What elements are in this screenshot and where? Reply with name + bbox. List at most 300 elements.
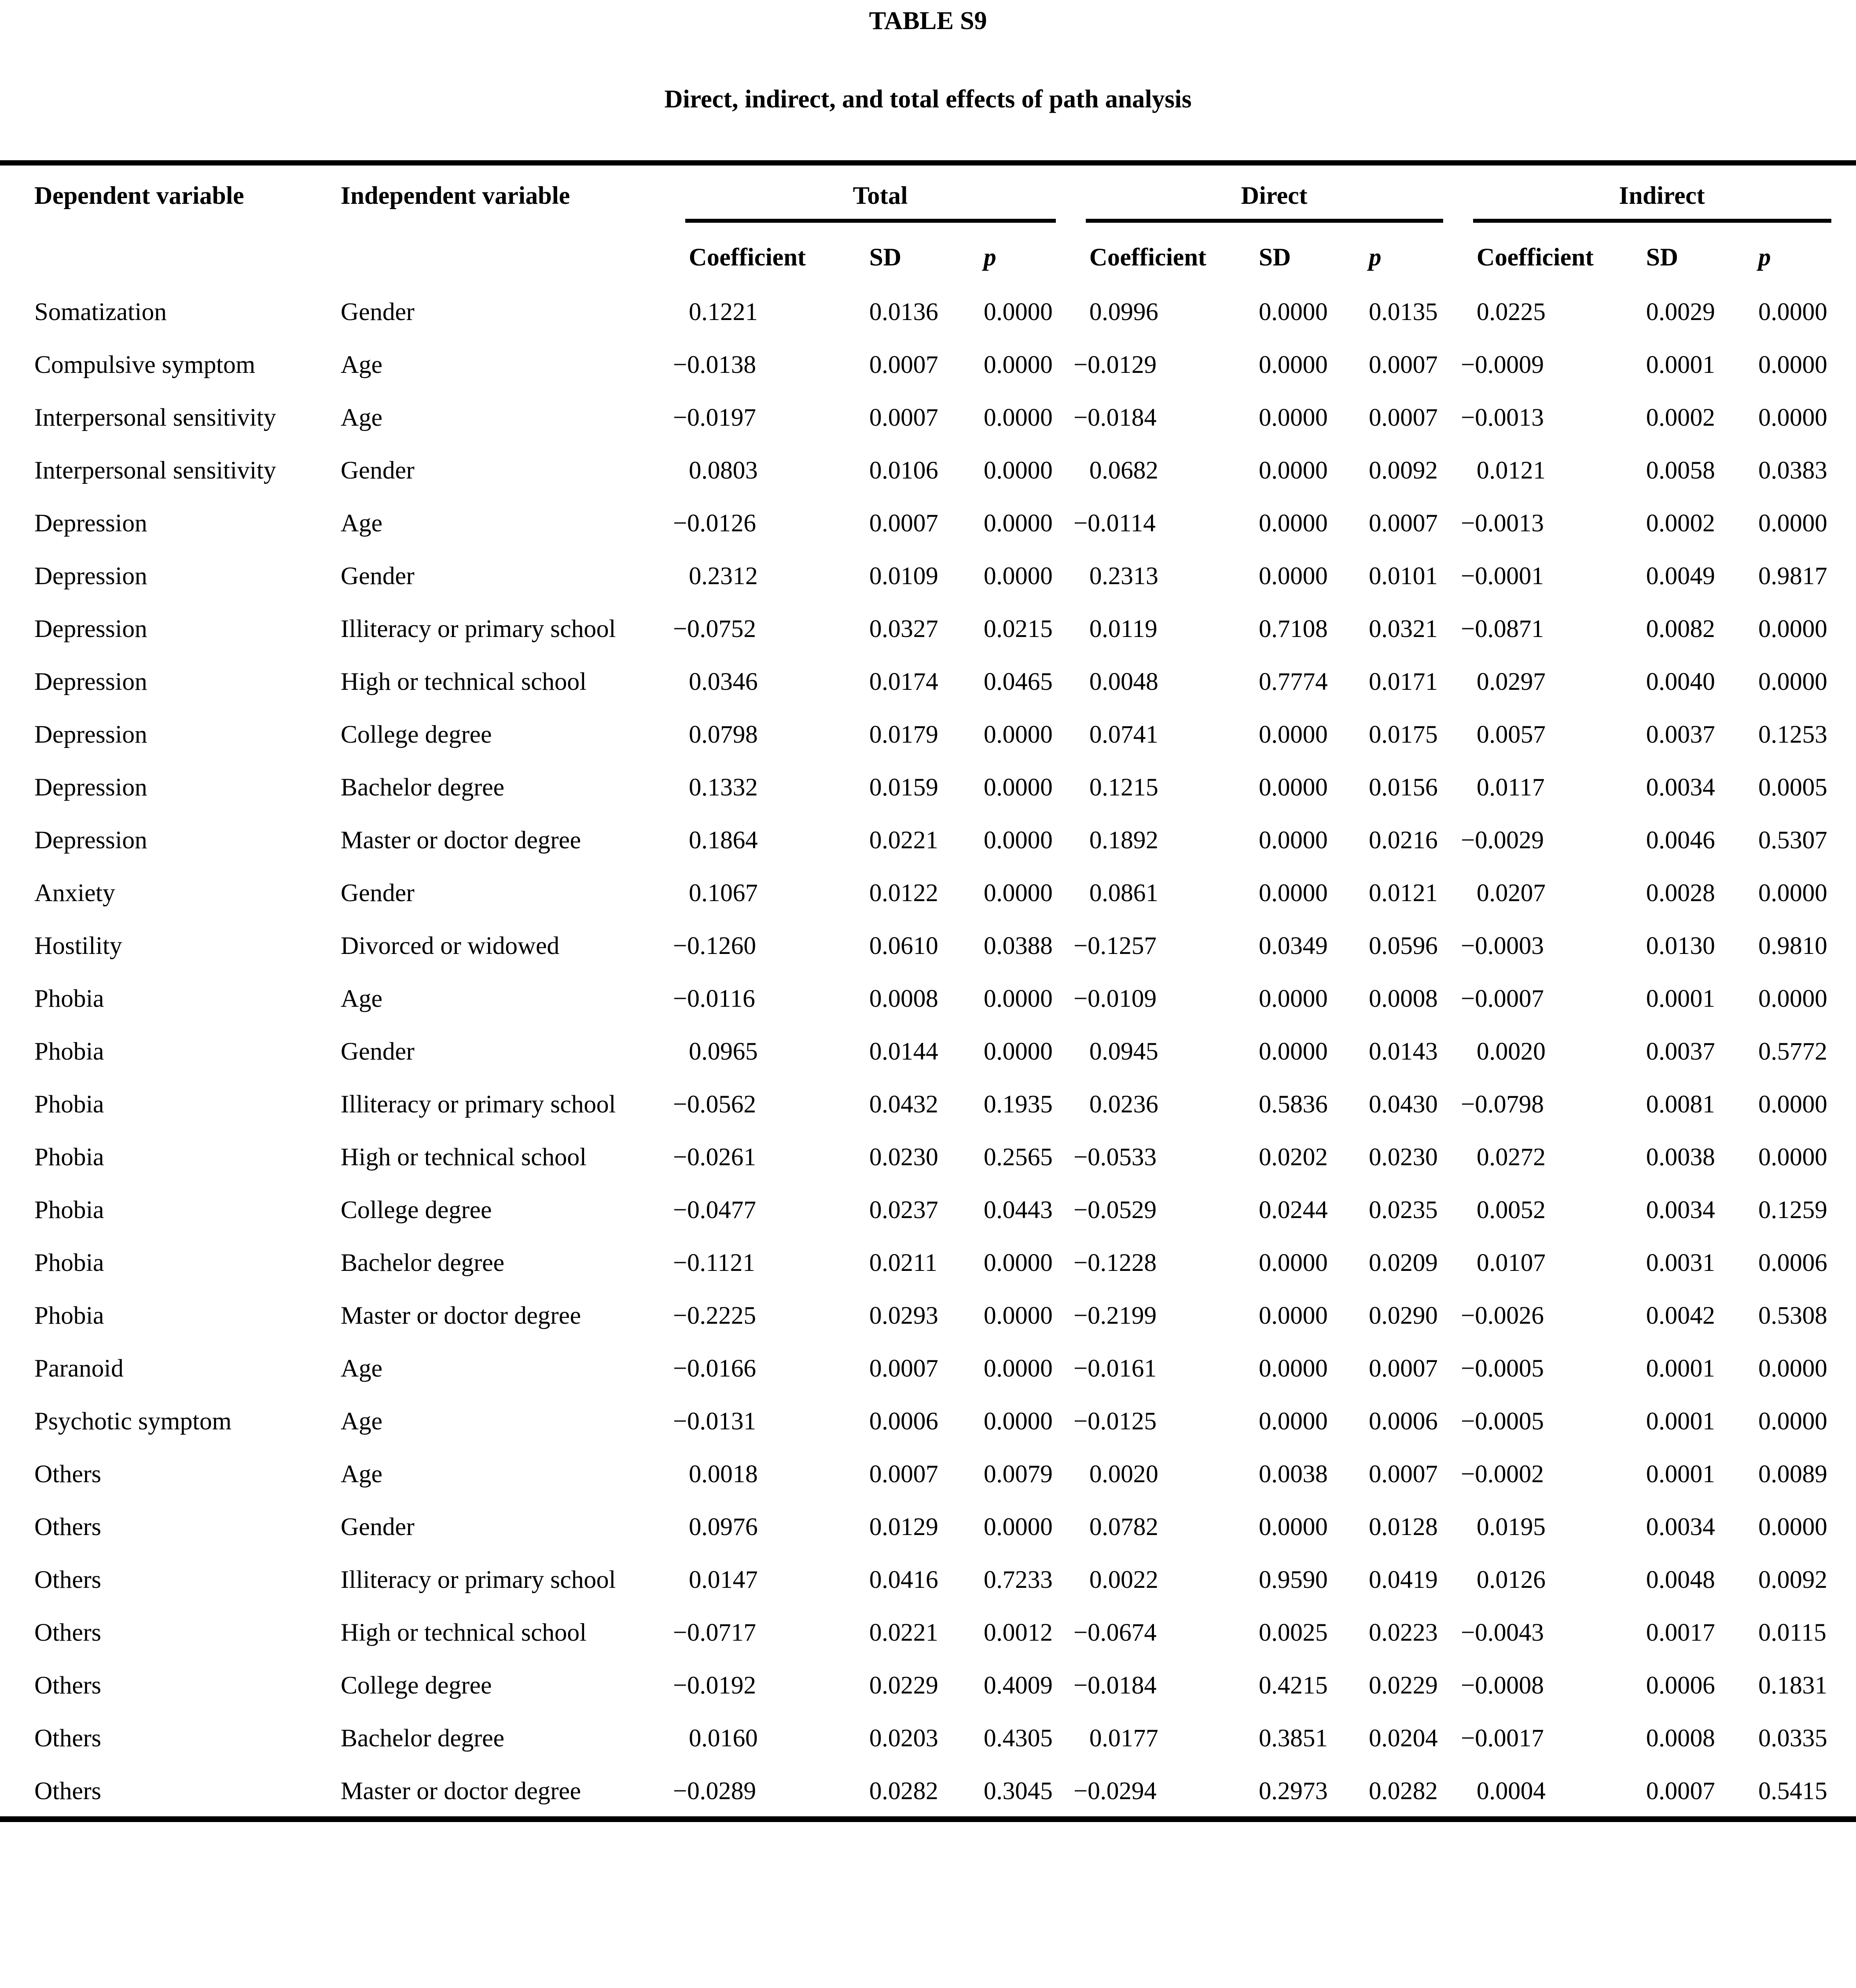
total-sd-cell: 0.0327	[869, 615, 938, 643]
total-coefficient-cell: 0.0976	[689, 1513, 758, 1541]
direct-p-cell: 0.0135	[1369, 298, 1438, 326]
total-p-cell: 0.0000	[984, 1355, 1053, 1382]
dependent-variable-cell: Others	[34, 1619, 101, 1646]
direct-sd-cell: 0.0244	[1259, 1196, 1328, 1224]
subheader-direct-p: p	[1369, 243, 1382, 271]
table-row	[0, 865, 1856, 918]
total-p-cell: 0.0388	[984, 932, 1053, 960]
indirect-sd-cell: 0.0130	[1646, 932, 1715, 960]
subheader-total-p: p	[984, 243, 996, 271]
table-row	[0, 918, 1856, 971]
indirect-p-cell: 0.0000	[1758, 509, 1827, 537]
col-header-dependent-variable: Dependent variable	[34, 182, 244, 210]
independent-variable-cell: High or technical school	[341, 1143, 587, 1171]
dependent-variable-cell: Anxiety	[34, 879, 115, 907]
direct-sd-cell: 0.0000	[1259, 457, 1328, 484]
total-sd-cell: 0.0122	[869, 879, 938, 907]
indirect-coefficient-cell: −0.0013	[1461, 404, 1544, 431]
direct-coefficient-cell: 0.2313	[1089, 562, 1158, 590]
total-coefficient-cell: −0.2225	[673, 1302, 756, 1329]
total-sd-cell: 0.0007	[869, 351, 938, 379]
direct-sd-cell: 0.0000	[1259, 1302, 1328, 1329]
direct-coefficient-cell: 0.0177	[1089, 1724, 1158, 1752]
total-p-cell: 0.0000	[984, 562, 1053, 590]
total-coefficient-cell: −0.0126	[673, 509, 756, 537]
indirect-coefficient-cell: −0.0002	[1461, 1460, 1544, 1488]
indirect-sd-cell: 0.0034	[1646, 1513, 1715, 1541]
independent-variable-cell: College degree	[341, 1196, 492, 1224]
table-row	[0, 1130, 1856, 1182]
indirect-p-cell: 0.0000	[1758, 879, 1827, 907]
subheader-total-sd: SD	[869, 243, 901, 271]
direct-sd-cell: 0.0038	[1259, 1460, 1328, 1488]
dependent-variable-cell: Depression	[34, 721, 147, 748]
total-coefficient-cell: −0.1121	[673, 1249, 755, 1277]
indirect-coefficient-cell: 0.0126	[1477, 1566, 1546, 1594]
dependent-variable-cell: Others	[34, 1513, 101, 1541]
direct-sd-cell: 0.0000	[1259, 509, 1328, 537]
table-row	[0, 1552, 1856, 1605]
direct-coefficient-cell: 0.0741	[1089, 721, 1158, 748]
direct-coefficient-cell: −0.0674	[1073, 1619, 1157, 1646]
direct-p-cell: 0.0223	[1369, 1619, 1438, 1646]
total-coefficient-cell: 0.0147	[689, 1566, 758, 1594]
direct-sd-cell: 0.0000	[1259, 1513, 1328, 1541]
header-row-groups	[0, 163, 1856, 223]
indirect-coefficient-cell: 0.0020	[1477, 1038, 1546, 1065]
independent-variable-cell: College degree	[341, 1671, 492, 1699]
total-sd-cell: 0.0006	[869, 1407, 938, 1435]
direct-p-cell: 0.0007	[1369, 404, 1438, 431]
table-row	[0, 1235, 1856, 1288]
indirect-sd-cell: 0.0046	[1646, 826, 1715, 854]
indirect-sd-cell: 0.0034	[1646, 1196, 1715, 1224]
direct-coefficient-cell: −0.0529	[1073, 1196, 1157, 1224]
direct-p-cell: 0.0209	[1369, 1249, 1438, 1277]
direct-sd-cell: 0.0000	[1259, 1407, 1328, 1435]
indirect-sd-cell: 0.0031	[1646, 1249, 1715, 1277]
indirect-p-cell: 0.0000	[1758, 1355, 1827, 1382]
dependent-variable-cell: Depression	[34, 615, 147, 643]
total-coefficient-cell: −0.0197	[673, 404, 756, 431]
total-sd-cell: 0.0282	[869, 1777, 938, 1805]
indirect-coefficient-cell: −0.0009	[1461, 351, 1544, 379]
direct-p-cell: 0.0175	[1369, 721, 1438, 748]
table-row	[0, 1763, 1856, 1819]
indirect-coefficient-cell: 0.0272	[1477, 1143, 1546, 1171]
direct-sd-cell: 0.0000	[1259, 721, 1328, 748]
total-sd-cell: 0.0109	[869, 562, 938, 590]
dependent-variable-cell: Somatization	[34, 298, 167, 326]
table-row	[0, 760, 1856, 813]
direct-sd-cell: 0.5836	[1259, 1090, 1328, 1118]
indirect-p-cell: 0.0000	[1758, 1090, 1827, 1118]
dependent-variable-cell: Depression	[34, 509, 147, 537]
direct-p-cell: 0.0128	[1369, 1513, 1438, 1541]
total-coefficient-cell: −0.0562	[673, 1090, 756, 1118]
independent-variable-cell: Gender	[341, 1038, 415, 1065]
indirect-p-cell: 0.0089	[1758, 1460, 1827, 1488]
direct-sd-cell: 0.0000	[1259, 879, 1328, 907]
total-sd-cell: 0.0179	[869, 721, 938, 748]
indirect-sd-cell: 0.0002	[1646, 509, 1715, 537]
direct-sd-cell: 0.0000	[1259, 1038, 1328, 1065]
table-row	[0, 1288, 1856, 1341]
direct-p-cell: 0.0216	[1369, 826, 1438, 854]
dependent-variable-cell: Depression	[34, 668, 147, 696]
direct-sd-cell: 0.0000	[1259, 826, 1328, 854]
dependent-variable-cell: Others	[34, 1460, 101, 1488]
dependent-variable-cell: Depression	[34, 562, 147, 590]
total-coefficient-cell: 0.0160	[689, 1724, 758, 1752]
total-sd-cell: 0.0221	[869, 1619, 938, 1646]
table-row	[0, 707, 1856, 760]
direct-coefficient-cell: 0.0022	[1089, 1566, 1158, 1594]
total-p-cell: 0.0000	[984, 879, 1053, 907]
total-p-cell: 0.0079	[984, 1460, 1053, 1488]
direct-sd-cell: 0.0000	[1259, 1249, 1328, 1277]
total-p-cell: 0.2565	[984, 1143, 1053, 1171]
indirect-p-cell: 0.1831	[1758, 1671, 1827, 1699]
independent-variable-cell: Illiteracy or primary school	[341, 1566, 616, 1594]
indirect-sd-cell: 0.0058	[1646, 457, 1715, 484]
dependent-variable-cell: Hostility	[34, 932, 122, 960]
indirect-coefficient-cell: 0.0225	[1477, 298, 1546, 326]
dependent-variable-cell: Depression	[34, 773, 147, 801]
total-p-cell: 0.0000	[984, 773, 1053, 801]
total-sd-cell: 0.0008	[869, 985, 938, 1012]
direct-p-cell: 0.0282	[1369, 1777, 1438, 1805]
independent-variable-cell: Age	[341, 1355, 382, 1382]
indirect-p-cell: 0.0000	[1758, 298, 1827, 326]
direct-p-cell: 0.0092	[1369, 457, 1438, 484]
independent-variable-cell: Age	[341, 1460, 382, 1488]
independent-variable-cell: College degree	[341, 721, 492, 748]
dependent-variable-cell: Phobia	[34, 985, 104, 1012]
direct-p-cell: 0.0171	[1369, 668, 1438, 696]
indirect-coefficient-cell: 0.0117	[1477, 773, 1545, 801]
total-p-cell: 0.0000	[984, 1513, 1053, 1541]
direct-coefficient-cell: −0.0114	[1073, 509, 1156, 537]
indirect-sd-cell: 0.0001	[1646, 1460, 1715, 1488]
table-body	[0, 284, 1856, 1819]
direct-sd-cell: 0.0349	[1259, 932, 1328, 960]
total-sd-cell: 0.0129	[869, 1513, 938, 1541]
total-sd-cell: 0.0230	[869, 1143, 938, 1171]
independent-variable-cell: Age	[341, 404, 382, 431]
indirect-sd-cell: 0.0042	[1646, 1302, 1715, 1329]
independent-variable-cell: Master or doctor degree	[341, 826, 581, 854]
total-p-cell: 0.0000	[984, 457, 1053, 484]
direct-coefficient-cell: 0.0782	[1089, 1513, 1158, 1541]
table-row	[0, 813, 1856, 865]
independent-variable-cell: Illiteracy or primary school	[341, 1090, 616, 1118]
total-p-cell: 0.4305	[984, 1724, 1053, 1752]
direct-sd-cell: 0.0025	[1259, 1619, 1328, 1646]
indirect-coefficient-cell: −0.0007	[1461, 985, 1544, 1012]
total-sd-cell: 0.0237	[869, 1196, 938, 1224]
dependent-variable-cell: Phobia	[34, 1143, 104, 1171]
subheader-total-coefficient: Coefficient	[689, 243, 806, 271]
indirect-p-cell: 0.0000	[1758, 1143, 1827, 1171]
direct-p-cell: 0.0204	[1369, 1724, 1438, 1752]
table-row	[0, 1394, 1856, 1447]
independent-variable-cell: Divorced or widowed	[341, 932, 560, 960]
direct-coefficient-cell: −0.0125	[1073, 1407, 1157, 1435]
total-coefficient-cell: 0.1221	[689, 298, 758, 326]
direct-sd-cell: 0.0000	[1259, 351, 1328, 379]
dependent-variable-cell: Paranoid	[34, 1355, 124, 1382]
indirect-coefficient-cell: −0.0871	[1461, 615, 1544, 643]
table-row	[0, 1499, 1856, 1552]
total-coefficient-cell: −0.0752	[673, 615, 756, 643]
indirect-sd-cell: 0.0081	[1646, 1090, 1715, 1118]
indirect-sd-cell: 0.0037	[1646, 1038, 1715, 1065]
table-row	[0, 496, 1856, 549]
total-p-cell: 0.1935	[984, 1090, 1053, 1118]
group-header-indirect: Indirect	[1468, 163, 1856, 223]
indirect-p-cell: 0.0000	[1758, 351, 1827, 379]
total-sd-cell: 0.0007	[869, 1460, 938, 1488]
indirect-coefficient-cell: 0.0004	[1477, 1777, 1546, 1805]
total-sd-cell: 0.0007	[869, 1355, 938, 1382]
table-row	[0, 971, 1856, 1024]
indirect-p-cell: 0.0000	[1758, 1513, 1827, 1541]
indirect-coefficient-cell: 0.0297	[1477, 668, 1546, 696]
table-row	[0, 390, 1856, 443]
table-row	[0, 1182, 1856, 1235]
direct-coefficient-cell: 0.0682	[1089, 457, 1158, 484]
direct-sd-cell: 0.3851	[1259, 1724, 1328, 1752]
direct-p-cell: 0.0235	[1369, 1196, 1438, 1224]
table-row	[0, 1341, 1856, 1394]
dependent-variable-cell: Others	[34, 1566, 101, 1594]
subheader-direct-coefficient: Coefficient	[1089, 243, 1206, 271]
total-sd-cell: 0.0106	[869, 457, 938, 484]
dependent-variable-cell: Phobia	[34, 1249, 104, 1277]
total-sd-cell: 0.0159	[869, 773, 938, 801]
direct-coefficient-cell: 0.1892	[1089, 826, 1158, 854]
independent-variable-cell: Age	[341, 351, 382, 379]
total-coefficient-cell: −0.0261	[673, 1143, 756, 1171]
total-sd-cell: 0.0432	[869, 1090, 938, 1118]
total-p-cell: 0.7233	[984, 1566, 1053, 1594]
subheader-indirect-p: p	[1758, 243, 1771, 271]
table-row	[0, 1077, 1856, 1130]
independent-variable-cell: Gender	[341, 562, 415, 590]
indirect-sd-cell: 0.0037	[1646, 721, 1715, 748]
total-coefficient-cell: 0.0803	[689, 457, 758, 484]
direct-sd-cell: 0.0000	[1259, 985, 1328, 1012]
indirect-coefficient-cell: −0.0003	[1461, 932, 1544, 960]
group-header-direct: Direct	[1081, 163, 1468, 223]
table-row	[0, 1024, 1856, 1077]
total-p-cell: 0.0000	[984, 985, 1053, 1012]
indirect-coefficient-cell: −0.0005	[1461, 1355, 1544, 1382]
indirect-p-cell: 0.0000	[1758, 404, 1827, 431]
dependent-variable-cell: Interpersonal sensitivity	[34, 457, 276, 484]
dependent-variable-cell: Others	[34, 1724, 101, 1752]
indirect-sd-cell: 0.0028	[1646, 879, 1715, 907]
direct-sd-cell: 0.0000	[1259, 404, 1328, 431]
direct-p-cell: 0.0121	[1369, 879, 1438, 907]
dependent-variable-cell: Compulsive symptom	[34, 351, 255, 379]
table-row	[0, 443, 1856, 496]
indirect-coefficient-cell: −0.0026	[1461, 1302, 1544, 1329]
direct-p-cell: 0.0156	[1369, 773, 1438, 801]
total-coefficient-cell: 0.1332	[689, 773, 758, 801]
total-sd-cell: 0.0416	[869, 1566, 938, 1594]
total-p-cell: 0.0000	[984, 826, 1053, 854]
direct-sd-cell: 0.0000	[1259, 298, 1328, 326]
total-coefficient-cell: −0.0166	[673, 1355, 756, 1382]
indirect-p-cell: 0.0000	[1758, 985, 1827, 1012]
indirect-coefficient-cell: −0.0005	[1461, 1407, 1544, 1435]
total-sd-cell: 0.0203	[869, 1724, 938, 1752]
indirect-sd-cell: 0.0006	[1646, 1671, 1715, 1699]
direct-coefficient-cell: −0.0533	[1073, 1143, 1157, 1171]
indirect-coefficient-cell: 0.0207	[1477, 879, 1546, 907]
indirect-sd-cell: 0.0008	[1646, 1724, 1715, 1752]
dependent-variable-cell: Psychotic symptom	[34, 1407, 232, 1435]
dependent-variable-cell: Phobia	[34, 1196, 104, 1224]
indirect-p-cell: 0.9817	[1758, 562, 1827, 590]
indirect-sd-cell: 0.0040	[1646, 668, 1715, 696]
indirect-coefficient-cell: −0.0008	[1461, 1671, 1544, 1699]
independent-variable-cell: Illiteracy or primary school	[341, 615, 616, 643]
indirect-p-cell: 0.5772	[1758, 1038, 1827, 1065]
direct-coefficient-cell: −0.0184	[1073, 404, 1157, 431]
total-coefficient-cell: 0.0965	[689, 1038, 758, 1065]
total-p-cell: 0.0000	[984, 1407, 1053, 1435]
indirect-coefficient-cell: 0.0195	[1477, 1513, 1546, 1541]
total-coefficient-cell: 0.0346	[689, 668, 758, 696]
direct-p-cell: 0.0290	[1369, 1302, 1438, 1329]
indirect-sd-cell: 0.0029	[1646, 298, 1715, 326]
table-row	[0, 601, 1856, 654]
indirect-p-cell: 0.0115	[1758, 1619, 1827, 1646]
dependent-variable-cell: Others	[34, 1671, 101, 1699]
table-row	[0, 1605, 1856, 1658]
total-sd-cell: 0.0174	[869, 668, 938, 696]
total-p-cell: 0.4009	[984, 1671, 1053, 1699]
independent-variable-cell: Bachelor degree	[341, 1724, 504, 1752]
total-sd-cell: 0.0136	[869, 298, 938, 326]
indirect-p-cell: 0.0383	[1758, 457, 1827, 484]
total-sd-cell: 0.0610	[869, 932, 938, 960]
direct-p-cell: 0.0006	[1369, 1407, 1438, 1435]
indirect-coefficient-cell: −0.0798	[1461, 1090, 1544, 1118]
direct-p-cell: 0.0321	[1369, 615, 1438, 643]
direct-sd-cell: 0.0000	[1259, 562, 1328, 590]
indirect-p-cell: 0.5308	[1758, 1302, 1827, 1329]
total-p-cell: 0.0000	[984, 1038, 1053, 1065]
indirect-coefficient-cell: −0.0017	[1461, 1724, 1544, 1752]
total-p-cell: 0.0465	[984, 668, 1053, 696]
direct-p-cell: 0.0007	[1369, 1460, 1438, 1488]
total-sd-cell: 0.0007	[869, 509, 938, 537]
total-coefficient-cell: −0.0131	[673, 1407, 756, 1435]
indirect-coefficient-cell: 0.0121	[1477, 457, 1546, 484]
table-row	[0, 549, 1856, 601]
direct-p-cell: 0.0143	[1369, 1038, 1438, 1065]
total-coefficient-cell: −0.1260	[673, 932, 756, 960]
direct-coefficient-cell: −0.0161	[1073, 1355, 1157, 1382]
direct-sd-cell: 0.4215	[1259, 1671, 1328, 1699]
direct-sd-cell: 0.7108	[1259, 615, 1328, 643]
dependent-variable-cell: Phobia	[34, 1302, 104, 1329]
indirect-sd-cell: 0.0001	[1646, 351, 1715, 379]
direct-coefficient-cell: −0.1257	[1073, 932, 1157, 960]
indirect-coefficient-cell: 0.0107	[1477, 1249, 1546, 1277]
total-sd-cell: 0.0007	[869, 404, 938, 431]
total-sd-cell: 0.0221	[869, 826, 938, 854]
independent-variable-cell: Master or doctor degree	[341, 1302, 581, 1329]
total-coefficient-cell: 0.1864	[689, 826, 758, 854]
col-header-independent-variable: Independent variable	[341, 182, 570, 210]
indirect-p-cell: 0.5307	[1758, 826, 1827, 854]
indirect-p-cell: 0.0335	[1758, 1724, 1827, 1752]
table-row	[0, 284, 1856, 337]
direct-coefficient-cell: −0.0129	[1073, 351, 1157, 379]
direct-sd-cell: 0.0202	[1259, 1143, 1328, 1171]
direct-p-cell: 0.0230	[1369, 1143, 1438, 1171]
effects-table	[0, 160, 1856, 1822]
direct-coefficient-cell: −0.0109	[1073, 985, 1157, 1012]
indirect-sd-cell: 0.0001	[1646, 1355, 1715, 1382]
independent-variable-cell: Gender	[341, 457, 415, 484]
independent-variable-cell: High or technical school	[341, 1619, 587, 1646]
total-p-cell: 0.0000	[984, 351, 1053, 379]
total-coefficient-cell: 0.1067	[689, 879, 758, 907]
direct-p-cell: 0.0007	[1369, 1355, 1438, 1382]
indirect-sd-cell: 0.0007	[1646, 1777, 1715, 1805]
total-coefficient-cell: −0.0477	[673, 1196, 756, 1224]
indirect-sd-cell: 0.0001	[1646, 985, 1715, 1012]
independent-variable-cell: Bachelor degree	[341, 1249, 504, 1277]
direct-sd-cell: 0.0000	[1259, 1355, 1328, 1382]
direct-sd-cell: 0.0000	[1259, 773, 1328, 801]
total-coefficient-cell: −0.0717	[673, 1619, 756, 1646]
direct-sd-cell: 0.7774	[1259, 668, 1328, 696]
indirect-sd-cell: 0.0017	[1646, 1619, 1715, 1646]
table-row	[0, 1447, 1856, 1499]
indirect-coefficient-cell: −0.0001	[1461, 562, 1544, 590]
table-number-title: TABLE S9	[869, 6, 987, 35]
total-coefficient-cell: 0.0018	[689, 1460, 758, 1488]
direct-coefficient-cell: 0.0945	[1089, 1038, 1158, 1065]
indirect-coefficient-cell: −0.0029	[1461, 826, 1544, 854]
indirect-coefficient-cell: 0.0052	[1477, 1196, 1546, 1224]
independent-variable-cell: Gender	[341, 298, 415, 326]
indirect-sd-cell: 0.0082	[1646, 615, 1715, 643]
table-header	[0, 163, 1856, 284]
dependent-variable-cell: Others	[34, 1777, 101, 1805]
total-p-cell: 0.0000	[984, 298, 1053, 326]
independent-variable-cell: Gender	[341, 879, 415, 907]
total-coefficient-cell: 0.2312	[689, 562, 758, 590]
total-sd-cell: 0.0293	[869, 1302, 938, 1329]
indirect-p-cell: 0.1253	[1758, 721, 1827, 748]
indirect-p-cell: 0.1259	[1758, 1196, 1827, 1224]
indirect-p-cell: 0.0092	[1758, 1566, 1827, 1594]
indirect-p-cell: 0.0000	[1758, 615, 1827, 643]
dependent-variable-cell: Interpersonal sensitivity	[34, 404, 276, 431]
total-sd-cell: 0.0229	[869, 1671, 938, 1699]
indirect-coefficient-cell: −0.0043	[1461, 1619, 1544, 1646]
total-coefficient-cell: −0.0192	[673, 1671, 756, 1699]
total-sd-cell: 0.0144	[869, 1038, 938, 1065]
